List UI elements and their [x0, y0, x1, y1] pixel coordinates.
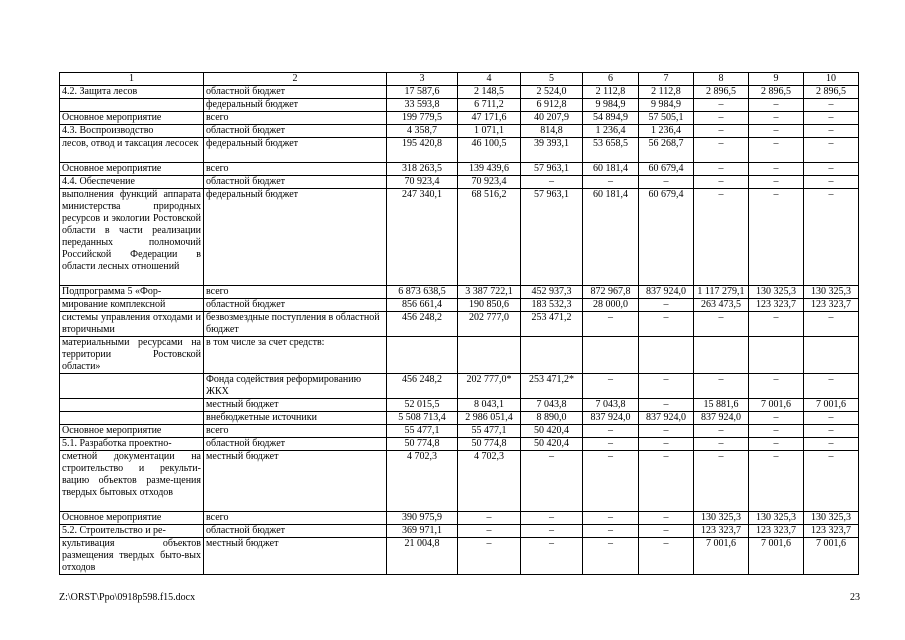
value-cell: –: [804, 99, 859, 112]
table-row: [60, 425, 859, 438]
value-cell: 21 004,8: [387, 538, 458, 575]
funding-source-cell: областной бюджет: [204, 299, 387, 312]
program-cell: Основное мероприятие: [60, 425, 204, 438]
value-cell: –: [804, 412, 859, 425]
value-cell: 70 923,4: [387, 176, 458, 189]
value-cell: –: [749, 412, 804, 425]
value-cell: 57 505,1: [639, 112, 694, 125]
value-cell: –: [804, 438, 859, 451]
value-cell: 369 971,1: [387, 525, 458, 538]
value-cell: 53 658,5: [583, 138, 639, 163]
program-cell: 4.4. Обеспечение: [60, 176, 204, 189]
value-cell: 2 112,8: [639, 86, 694, 99]
value-cell: 1 117 279,1: [694, 286, 749, 299]
value-cell: –: [639, 312, 694, 337]
funding-source-cell: всего: [204, 512, 387, 525]
value-cell: –: [694, 374, 749, 399]
value-cell: 123 323,7: [749, 299, 804, 312]
value-cell: –: [694, 451, 749, 512]
value-cell: –: [749, 125, 804, 138]
value-cell: [804, 337, 859, 374]
value-cell: –: [694, 99, 749, 112]
table-row: [60, 438, 859, 451]
table-row: [60, 538, 859, 575]
value-cell: 33 593,8: [387, 99, 458, 112]
value-cell: 40 207,9: [521, 112, 583, 125]
program-cell: 5.1. Разработка проектно-: [60, 438, 204, 451]
header-cell: 2: [204, 73, 387, 86]
header-cell: 6: [583, 73, 639, 86]
table-row: [60, 99, 859, 112]
table-row: [60, 86, 859, 99]
value-cell: 5 508 713,4: [387, 412, 458, 425]
funding-source-cell: безвозмездные поступления в областной бюджет: [204, 312, 387, 337]
value-cell: –: [639, 425, 694, 438]
value-cell: –: [749, 312, 804, 337]
value-cell: –: [583, 425, 639, 438]
value-cell: –: [639, 512, 694, 525]
program-cell: [60, 412, 204, 425]
program-cell: Основное мероприятие: [60, 112, 204, 125]
value-cell: 46 100,5: [458, 138, 521, 163]
value-cell: –: [583, 512, 639, 525]
value-cell: –: [749, 163, 804, 176]
value-cell: –: [804, 112, 859, 125]
funding-source-cell: в том числе за счет средств:: [204, 337, 387, 374]
program-cell: [60, 374, 204, 399]
value-cell: 130 325,3: [694, 512, 749, 525]
value-cell: –: [639, 438, 694, 451]
value-cell: –: [694, 176, 749, 189]
value-cell: 247 340,1: [387, 189, 458, 286]
value-cell: –: [694, 163, 749, 176]
value-cell: 50 774,8: [387, 438, 458, 451]
table-row: [60, 125, 859, 138]
value-cell: 60 181,4: [583, 189, 639, 286]
value-cell: 55 477,1: [458, 425, 521, 438]
value-cell: 7 001,6: [804, 538, 859, 575]
value-cell: –: [521, 176, 583, 189]
value-cell: 123 323,7: [804, 525, 859, 538]
value-cell: –: [749, 176, 804, 189]
value-cell: 60 181,4: [583, 163, 639, 176]
value-cell: –: [749, 438, 804, 451]
funding-source-cell: областной бюджет: [204, 86, 387, 99]
table-row: [60, 112, 859, 125]
value-cell: 7 001,6: [804, 399, 859, 412]
value-cell: 50 774,8: [458, 438, 521, 451]
value-cell: 837 924,0: [639, 412, 694, 425]
value-cell: –: [583, 176, 639, 189]
value-cell: –: [694, 312, 749, 337]
value-cell: –: [694, 125, 749, 138]
program-cell: материальными ресурсами на территории Ростовской области»: [60, 337, 204, 374]
funding-source-cell: федеральный бюджет: [204, 189, 387, 286]
value-cell: 452 937,3: [521, 286, 583, 299]
value-cell: 123 323,7: [804, 299, 859, 312]
funding-source-cell: внебюджетные источники: [204, 412, 387, 425]
value-cell: 7 001,6: [694, 538, 749, 575]
value-cell: –: [804, 189, 859, 286]
program-cell: [60, 399, 204, 412]
value-cell: 856 661,4: [387, 299, 458, 312]
value-cell: 183 532,3: [521, 299, 583, 312]
value-cell: –: [521, 525, 583, 538]
funding-source-cell: Фонда содействия реформированию ЖКХ: [204, 374, 387, 399]
value-cell: 2 986 051,4: [458, 412, 521, 425]
table-row: [60, 399, 859, 412]
value-cell: –: [694, 425, 749, 438]
value-cell: 8 043,1: [458, 399, 521, 412]
value-cell: 199 779,5: [387, 112, 458, 125]
value-cell: –: [583, 374, 639, 399]
value-cell: 1 236,4: [639, 125, 694, 138]
value-cell: 837 924,0: [583, 412, 639, 425]
funding-source-cell: местный бюджет: [204, 451, 387, 512]
value-cell: –: [458, 538, 521, 575]
header-cell: 8: [694, 73, 749, 86]
value-cell: 130 325,3: [804, 512, 859, 525]
value-cell: –: [694, 112, 749, 125]
value-cell: 130 325,3: [749, 512, 804, 525]
value-cell: 6 912,8: [521, 99, 583, 112]
funding-source-cell: областной бюджет: [204, 438, 387, 451]
value-cell: –: [749, 189, 804, 286]
value-cell: –: [804, 425, 859, 438]
program-cell: 4.3. Воспроизводство: [60, 125, 204, 138]
value-cell: 123 323,7: [749, 525, 804, 538]
value-cell: 57 963,1: [521, 163, 583, 176]
value-cell: –: [804, 312, 859, 337]
funding-source-cell: областной бюджет: [204, 125, 387, 138]
value-cell: –: [804, 374, 859, 399]
table-row: [60, 163, 859, 176]
footer-file-path: Z:\ORST\Ppo\0918p598.f15.docx: [59, 592, 196, 603]
value-cell: –: [804, 176, 859, 189]
program-cell: 4.2. Защита лесов: [60, 86, 204, 99]
value-cell: 456 248,2: [387, 374, 458, 399]
value-cell: 318 263,5: [387, 163, 458, 176]
program-cell: сметной документации на строительство и рекульти-вацию объектов разме-щения твердых бытовых отходов: [60, 451, 204, 512]
value-cell: 47 171,6: [458, 112, 521, 125]
value-cell: 68 516,2: [458, 189, 521, 286]
table-row: [60, 337, 859, 374]
value-cell: –: [639, 538, 694, 575]
value-cell: 7 001,6: [749, 399, 804, 412]
value-cell: –: [583, 312, 639, 337]
program-cell: Основное мероприятие: [60, 163, 204, 176]
value-cell: 4 702,3: [387, 451, 458, 512]
value-cell: 56 268,7: [639, 138, 694, 163]
program-cell: Основное мероприятие: [60, 512, 204, 525]
value-cell: 3 387 722,1: [458, 286, 521, 299]
table-row: [60, 451, 859, 512]
value-cell: –: [694, 438, 749, 451]
value-cell: –: [639, 399, 694, 412]
value-cell: 123 323,7: [694, 525, 749, 538]
value-cell: 2 896,5: [804, 86, 859, 99]
program-cell: Подпрограмма 5 «Фор-: [60, 286, 204, 299]
table-row: [60, 525, 859, 538]
funding-source-cell: всего: [204, 112, 387, 125]
value-cell: 6 873 638,5: [387, 286, 458, 299]
value-cell: 390 975,9: [387, 512, 458, 525]
program-cell: мирование комплексной: [60, 299, 204, 312]
value-cell: 4 358,7: [387, 125, 458, 138]
value-cell: –: [749, 374, 804, 399]
header-cell: 1: [60, 73, 204, 86]
header-cell: 9: [749, 73, 804, 86]
value-cell: 50 420,4: [521, 425, 583, 438]
value-cell: –: [521, 538, 583, 575]
value-cell: [458, 337, 521, 374]
value-cell: 253 471,2: [521, 312, 583, 337]
table-row: [60, 176, 859, 189]
value-cell: –: [639, 525, 694, 538]
value-cell: –: [749, 112, 804, 125]
value-cell: 9 984,9: [639, 99, 694, 112]
value-cell: 190 850,6: [458, 299, 521, 312]
value-cell: –: [749, 99, 804, 112]
value-cell: 39 393,1: [521, 138, 583, 163]
value-cell: –: [521, 451, 583, 512]
value-cell: 28 000,0: [583, 299, 639, 312]
value-cell: [583, 337, 639, 374]
funding-source-cell: всего: [204, 425, 387, 438]
funding-source-cell: областной бюджет: [204, 176, 387, 189]
value-cell: –: [639, 299, 694, 312]
value-cell: [639, 337, 694, 374]
funding-source-cell: областной бюджет: [204, 525, 387, 538]
value-cell: 263 473,5: [694, 299, 749, 312]
table-row: [60, 412, 859, 425]
value-cell: 7 043,8: [521, 399, 583, 412]
table-row: [60, 286, 859, 299]
funding-source-cell: местный бюджет: [204, 538, 387, 575]
table-row: [60, 312, 859, 337]
value-cell: –: [749, 425, 804, 438]
value-cell: –: [804, 138, 859, 163]
value-cell: 456 248,2: [387, 312, 458, 337]
value-cell: 814,8: [521, 125, 583, 138]
value-cell: 837 924,0: [694, 412, 749, 425]
value-cell: 2 896,5: [749, 86, 804, 99]
value-cell: 2 112,8: [583, 86, 639, 99]
value-cell: 54 894,9: [583, 112, 639, 125]
value-cell: 195 420,8: [387, 138, 458, 163]
funding-source-cell: федеральный бюджет: [204, 99, 387, 112]
value-cell: –: [458, 525, 521, 538]
value-cell: 17 587,6: [387, 86, 458, 99]
value-cell: 7 001,6: [749, 538, 804, 575]
funding-source-cell: всего: [204, 286, 387, 299]
value-cell: [694, 337, 749, 374]
value-cell: –: [804, 163, 859, 176]
value-cell: –: [458, 512, 521, 525]
value-cell: 7 043,8: [583, 399, 639, 412]
funding-source-cell: федеральный бюджет: [204, 138, 387, 163]
header-row: [60, 73, 859, 86]
value-cell: –: [804, 451, 859, 512]
program-cell: лесов, отвод и таксация лесосек: [60, 138, 204, 163]
value-cell: 1 236,4: [583, 125, 639, 138]
value-cell: –: [639, 451, 694, 512]
header-cell: 5: [521, 73, 583, 86]
value-cell: 130 325,3: [749, 286, 804, 299]
value-cell: 50 420,4: [521, 438, 583, 451]
value-cell: 9 984,9: [583, 99, 639, 112]
value-cell: –: [749, 451, 804, 512]
value-cell: –: [694, 189, 749, 286]
value-cell: 2 148,5: [458, 86, 521, 99]
value-cell: 60 679,4: [639, 163, 694, 176]
value-cell: –: [694, 138, 749, 163]
value-cell: 15 881,6: [694, 399, 749, 412]
value-cell: 8 890,0: [521, 412, 583, 425]
value-cell: 1 071,1: [458, 125, 521, 138]
value-cell: 57 963,1: [521, 189, 583, 286]
budget-table: [59, 72, 859, 575]
value-cell: –: [804, 125, 859, 138]
value-cell: 253 471,2*: [521, 374, 583, 399]
funding-source-cell: всего: [204, 163, 387, 176]
value-cell: –: [521, 512, 583, 525]
program-cell: культивация объектов размещения твердых быто-вых отходов: [60, 538, 204, 575]
value-cell: 139 439,6: [458, 163, 521, 176]
table-row: [60, 512, 859, 525]
value-cell: 60 679,4: [639, 189, 694, 286]
value-cell: 872 967,8: [583, 286, 639, 299]
program-cell: 5.2. Строительство и ре-: [60, 525, 204, 538]
value-cell: –: [583, 525, 639, 538]
value-cell: [521, 337, 583, 374]
table-row: [60, 299, 859, 312]
table-row: [60, 189, 859, 286]
value-cell: –: [639, 176, 694, 189]
value-cell: 2 896,5: [694, 86, 749, 99]
value-cell: –: [583, 538, 639, 575]
funding-source-cell: местный бюджет: [204, 399, 387, 412]
value-cell: [749, 337, 804, 374]
value-cell: 837 924,0: [639, 286, 694, 299]
header-cell: 10: [804, 73, 859, 86]
value-cell: 202 777,0*: [458, 374, 521, 399]
value-cell: 55 477,1: [387, 425, 458, 438]
program-cell: выполнения функций аппарата министерства природных ресурсов и экологии Ростовской области в части реализации переданных полномочий Российской Федерации в области лесных отношений: [60, 189, 204, 286]
header-cell: 4: [458, 73, 521, 86]
value-cell: –: [583, 438, 639, 451]
value-cell: 130 325,3: [804, 286, 859, 299]
value-cell: –: [639, 374, 694, 399]
value-cell: 202 777,0: [458, 312, 521, 337]
table-row: [60, 138, 859, 163]
value-cell: 6 711,2: [458, 99, 521, 112]
footer-page-number: 23: [850, 592, 860, 603]
value-cell: [387, 337, 458, 374]
value-cell: –: [583, 451, 639, 512]
header-cell: 3: [387, 73, 458, 86]
value-cell: 52 015,5: [387, 399, 458, 412]
table-row: [60, 374, 859, 399]
value-cell: –: [749, 138, 804, 163]
header-cell: 7: [639, 73, 694, 86]
value-cell: 2 524,0: [521, 86, 583, 99]
program-cell: системы управления отходами и вторичными: [60, 312, 204, 337]
value-cell: 70 923,4: [458, 176, 521, 189]
value-cell: 4 702,3: [458, 451, 521, 512]
program-cell: [60, 99, 204, 112]
